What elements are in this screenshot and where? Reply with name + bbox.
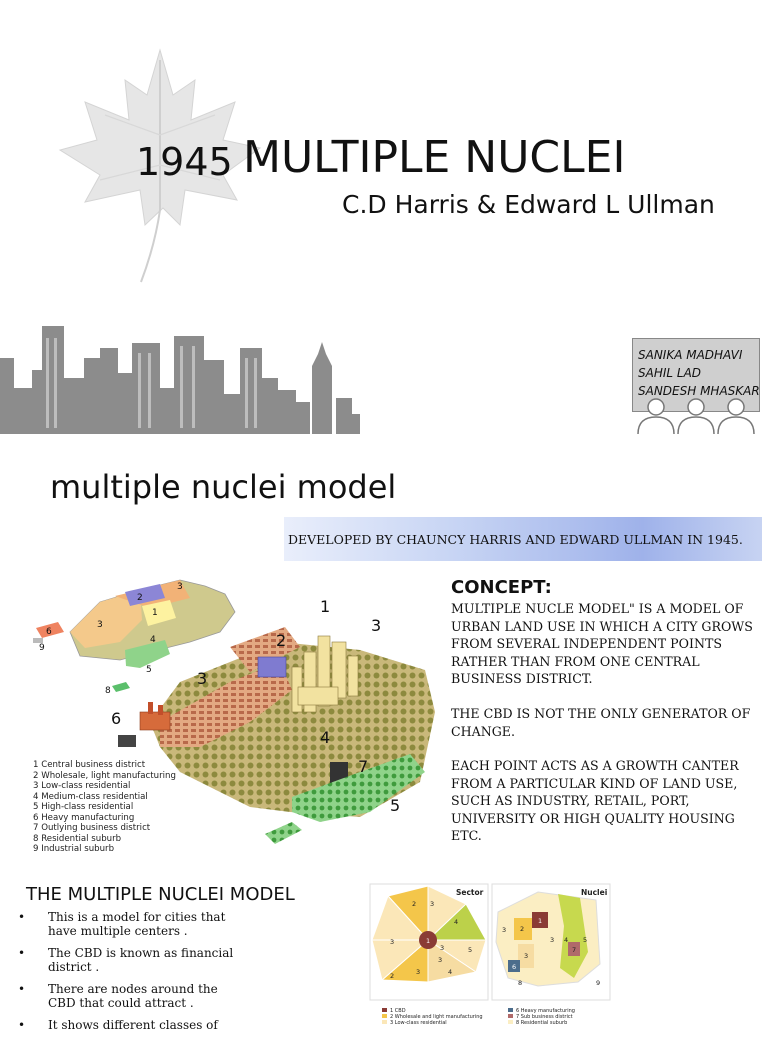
nuclei-number: 3 — [550, 936, 555, 944]
concept-heading: CONCEPT: — [451, 577, 552, 598]
legend-entry: 1 CBD — [390, 1008, 406, 1014]
small-map-number: 1 — [152, 608, 158, 618]
sector-number: 3 — [440, 944, 445, 952]
legend-entry: 2 Wholesale and light manufacturing — [390, 1014, 483, 1020]
presenter-name: SANDESH MHASKAR — [638, 384, 760, 398]
page-title: MULTIPLE NUCLEI — [243, 132, 626, 183]
sector-number: 2 — [412, 900, 417, 908]
nuclei-number: 9 — [596, 979, 601, 987]
concept-paragraph: THE CBD IS NOT THE ONLY GENERATOR OF CHANGE. — [451, 706, 751, 739]
people-icon — [632, 396, 760, 434]
map-number: 7 — [358, 757, 369, 776]
map-number: 3 — [197, 669, 208, 688]
nuclei-number: 5 — [583, 936, 588, 944]
nuclei-number: 8 — [518, 979, 523, 987]
bullet-list — [18, 910, 248, 1040]
legend-entry: 1 Central business district — [33, 760, 146, 770]
small-map-number: 8 — [105, 686, 111, 696]
concept-paragraph: EACH POINT ACTS AS A GROWTH CANTER FROM A PARTICULAR KIND OF LAND USE, SUCH AS INDUSTRY, RETAIL, PORT, UNIVERSITY OR HIGH QUALITY HOUSING ETC. — [451, 758, 739, 844]
title-year: 1945 — [136, 140, 233, 184]
small-map-number: 5 — [146, 665, 152, 675]
legend-entry: 3 Low-class residential — [33, 781, 131, 791]
sector-number: 4 — [454, 918, 459, 926]
multiple-nuclei-diagram — [30, 572, 435, 857]
legend-entry: 4 Medium-class residential — [33, 792, 148, 802]
concept-paragraph: MULTIPLE NUCLE MODEL" IS A MODEL OF URBAN LAND USE IN WHICH A CITY GROWS FROM SEVERAL INDEPENDENT POINTS RATHER THAN FROM ONE CENTRAL BUSINESS DISTRICT. — [451, 601, 753, 687]
authors-subtitle: C.D Harris & Edward L Ullman — [342, 190, 715, 219]
sector-number: 3 — [390, 938, 395, 946]
sector-number: 5 — [468, 946, 473, 954]
legend-entry: 8 Residential suburb — [516, 1020, 568, 1024]
legend-entry: 7 Sub business district — [516, 1014, 573, 1020]
developer-banner-text: DEVELOPED BY CHAUNCY HARRIS AND EDWARD ULLMAN IN 1945. — [288, 532, 743, 547]
sector-number: 4 — [448, 968, 453, 976]
presenter-name: SAHIL LAD — [638, 366, 702, 380]
small-map-number: 3 — [97, 620, 103, 630]
map-number: 1 — [320, 597, 331, 616]
legend-entry: 6 Heavy manufacturing — [33, 813, 135, 823]
legend-entry: 9 Industrial suburb — [33, 844, 115, 854]
nuclei-number: 7 — [572, 946, 577, 954]
section-heading: multiple nuclei model — [50, 468, 397, 506]
legend-entry: 5 High-class residential — [33, 802, 134, 812]
small-map-number: 6 — [46, 627, 52, 637]
small-map-number: 9 — [39, 643, 45, 653]
map-number: 4 — [320, 728, 331, 747]
sector-number: 1 — [426, 937, 431, 945]
legend-entry: 3 Low-class residential — [390, 1020, 447, 1024]
sector-vs-nuclei-diagram — [368, 882, 614, 1024]
nuclei-number: 3 — [502, 926, 507, 934]
legend-entry: 6 Heavy manufacturing — [516, 1008, 575, 1014]
nuclei-number: 4 — [564, 936, 569, 944]
map-number: 5 — [390, 796, 401, 815]
list-item: • This is a model for cities that have multiple centers . — [18, 910, 248, 938]
nuclei-label: Nuclei — [581, 888, 608, 897]
small-map-number: 2 — [137, 593, 143, 603]
legend-entry: 8 Residential suburb — [33, 834, 122, 844]
section-heading: THE MULTIPLE NUCLEI MODEL — [26, 884, 295, 905]
nuclei-number: 3 — [524, 952, 529, 960]
sector-number: 3 — [430, 900, 435, 908]
map-number: 6 — [111, 709, 122, 728]
sector-label: Sector — [456, 888, 484, 897]
list-item: • The CBD is known as financial district . — [18, 946, 248, 974]
map-number: 3 — [371, 616, 382, 635]
developer-banner — [284, 517, 762, 561]
nuclei-number: 6 — [512, 963, 517, 971]
small-map-number: 3 — [177, 582, 183, 592]
nuclei-number: 1 — [538, 917, 543, 925]
map-number: 2 — [276, 631, 287, 650]
list-item: • There are nodes around the CBD that could attract . — [18, 982, 248, 1010]
city-skyline-illustration — [0, 318, 360, 434]
sector-number: 3 — [438, 956, 443, 964]
small-map-number: 4 — [150, 635, 156, 645]
nuclei-number: 2 — [520, 925, 525, 933]
sector-number: 2 — [390, 972, 395, 980]
presenter-name: SANIKA MADHAVI — [638, 348, 743, 362]
legend-entry: 7 Outlying business district — [33, 823, 151, 833]
legend-entry: 2 Wholesale, light manufacturing — [33, 771, 176, 781]
sector-number: 3 — [416, 968, 421, 976]
list-item: • It shows different classes of — [18, 1018, 248, 1032]
